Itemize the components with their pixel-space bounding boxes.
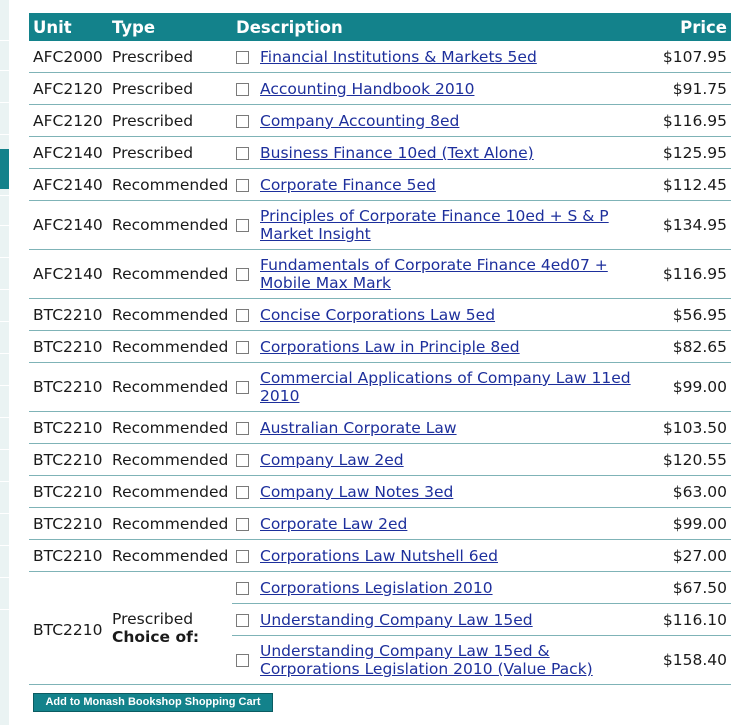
table-header-row xyxy=(29,13,731,41)
price-cell: $103.50 xyxy=(648,412,731,444)
table-row xyxy=(29,201,731,250)
table-row xyxy=(29,540,731,572)
select-checkbox[interactable] xyxy=(236,486,249,499)
unit-cell: AFC2140 xyxy=(29,137,108,169)
select-checkbox[interactable] xyxy=(236,219,249,232)
left-sidebar-strip xyxy=(0,0,9,725)
type-column-header: Type xyxy=(108,13,232,41)
price-cell: $91.75 xyxy=(648,73,731,105)
select-checkbox[interactable] xyxy=(236,614,249,627)
book-title-link[interactable]: Fundamentals of Corporate Finance 4ed07 + Mobile Max Mark xyxy=(260,256,608,292)
type-cell: Recommended xyxy=(108,331,232,363)
type-cell: Recommended xyxy=(108,412,232,444)
choice-of-label: Choice of: xyxy=(112,628,200,646)
price-cell: $82.65 xyxy=(648,331,731,363)
group-type-cell xyxy=(108,572,232,685)
type-cell: Prescribed xyxy=(108,73,232,105)
choice-group-row xyxy=(29,572,731,604)
price-column-header: Price xyxy=(648,13,731,41)
type-cell: Recommended xyxy=(108,476,232,508)
book-title-link[interactable]: Corporate Finance 5ed xyxy=(260,175,436,194)
table-row xyxy=(29,331,731,363)
table-row xyxy=(29,476,731,508)
unit-cell: BTC2210 xyxy=(29,412,108,444)
book-title-link[interactable]: Understanding Company Law 15ed & Corporations Legislation 2010 (Value Pack) xyxy=(260,642,593,678)
unit-column-header: Unit xyxy=(29,13,108,41)
book-title-link[interactable]: Financial Institutions & Markets 5ed xyxy=(260,47,537,66)
select-checkbox[interactable] xyxy=(236,550,249,563)
table-row xyxy=(29,41,731,73)
select-checkbox[interactable] xyxy=(236,654,249,667)
book-title-link[interactable]: Understanding Company Law 15ed xyxy=(260,610,533,629)
unit-cell: BTC2210 xyxy=(29,540,108,572)
price-cell: $112.45 xyxy=(648,169,731,201)
price-cell: $56.95 xyxy=(648,299,731,331)
select-checkbox[interactable] xyxy=(236,341,249,354)
unit-cell: AFC2000 xyxy=(29,41,108,73)
select-checkbox[interactable] xyxy=(236,518,249,531)
table-row xyxy=(29,299,731,331)
book-title-link[interactable]: Commercial Applications of Company Law 11ed 2010 xyxy=(260,369,631,405)
book-title-link[interactable]: Accounting Handbook 2010 xyxy=(260,79,475,98)
book-title-link[interactable]: Corporations Law Nutshell 6ed xyxy=(260,546,499,565)
left-sidebar-active-tab xyxy=(0,149,9,189)
select-checkbox[interactable] xyxy=(236,179,249,192)
unit-cell: BTC2210 xyxy=(29,444,108,476)
type-cell: Recommended xyxy=(108,540,232,572)
price-cell: $107.95 xyxy=(648,41,731,73)
price-cell: $99.00 xyxy=(648,508,731,540)
book-title-link[interactable]: Corporations Legislation 2010 xyxy=(260,578,493,597)
book-title-link[interactable]: Corporations Law in Principle 8ed xyxy=(260,337,520,356)
select-checkbox[interactable] xyxy=(236,381,249,394)
table-row xyxy=(29,444,731,476)
price-cell: $27.00 xyxy=(648,540,731,572)
table-row xyxy=(29,250,731,299)
type-cell: Recommended xyxy=(108,201,232,250)
table-row xyxy=(29,105,731,137)
unit-cell: BTC2210 xyxy=(29,508,108,540)
book-title-link[interactable]: Concise Corporations Law 5ed xyxy=(260,305,496,324)
group-unit-cell: BTC2210 xyxy=(29,572,108,685)
price-cell: $134.95 xyxy=(648,201,731,250)
type-cell: Recommended xyxy=(108,508,232,540)
type-cell: Recommended xyxy=(108,169,232,201)
select-checkbox[interactable] xyxy=(236,83,249,96)
add-to-cart-button[interactable]: Add to Monash Bookshop Shopping Cart xyxy=(33,693,273,712)
type-cell: Prescribed xyxy=(108,41,232,73)
table-row xyxy=(29,412,731,444)
table-row xyxy=(29,169,731,201)
type-cell: Recommended xyxy=(108,250,232,299)
price-cell: $158.40 xyxy=(648,636,731,685)
table-row xyxy=(29,363,731,412)
price-cell: $63.00 xyxy=(648,476,731,508)
price-cell: $116.95 xyxy=(648,105,731,137)
group-type-label: Prescribed xyxy=(112,610,194,628)
price-cell: $120.55 xyxy=(648,444,731,476)
type-cell: Recommended xyxy=(108,444,232,476)
table-row xyxy=(29,73,731,105)
unit-cell: BTC2210 xyxy=(29,299,108,331)
select-checkbox[interactable] xyxy=(236,309,249,322)
type-cell: Prescribed xyxy=(108,137,232,169)
unit-cell: BTC2210 xyxy=(29,331,108,363)
select-checkbox[interactable] xyxy=(236,422,249,435)
price-cell: $67.50 xyxy=(648,572,731,604)
unit-cell: BTC2210 xyxy=(29,363,108,412)
select-checkbox[interactable] xyxy=(236,268,249,281)
book-title-link[interactable]: Corporate Law 2ed xyxy=(260,514,408,533)
unit-cell: BTC2210 xyxy=(29,476,108,508)
book-title-link[interactable]: Company Accounting 8ed xyxy=(260,111,460,130)
book-title-link[interactable]: Principles of Corporate Finance 10ed + S & P Market Insight xyxy=(260,207,609,243)
textbook-table xyxy=(29,13,731,685)
type-cell: Prescribed xyxy=(108,105,232,137)
select-checkbox[interactable] xyxy=(236,51,249,64)
price-cell: $116.10 xyxy=(648,604,731,636)
description-column-header: Description xyxy=(232,13,648,41)
type-cell: Recommended xyxy=(108,299,232,331)
unit-cell: AFC2140 xyxy=(29,169,108,201)
unit-cell: AFC2140 xyxy=(29,201,108,250)
select-checkbox[interactable] xyxy=(236,582,249,595)
table-row xyxy=(29,137,731,169)
type-cell: Recommended xyxy=(108,363,232,412)
unit-cell: AFC2140 xyxy=(29,250,108,299)
unit-cell: AFC2120 xyxy=(29,105,108,137)
table-row xyxy=(29,508,731,540)
select-checkbox[interactable] xyxy=(236,115,249,128)
unit-cell: AFC2120 xyxy=(29,73,108,105)
book-title-link[interactable]: Business Finance 10ed (Text Alone) xyxy=(260,143,534,162)
select-checkbox[interactable] xyxy=(236,147,249,160)
select-checkbox[interactable] xyxy=(236,454,249,467)
price-cell: $99.00 xyxy=(648,363,731,412)
book-title-link[interactable]: Company Law Notes 3ed xyxy=(260,482,454,501)
price-cell: $116.95 xyxy=(648,250,731,299)
book-title-link[interactable]: Australian Corporate Law xyxy=(260,418,457,437)
price-cell: $125.95 xyxy=(648,137,731,169)
book-title-link[interactable]: Company Law 2ed xyxy=(260,450,404,469)
